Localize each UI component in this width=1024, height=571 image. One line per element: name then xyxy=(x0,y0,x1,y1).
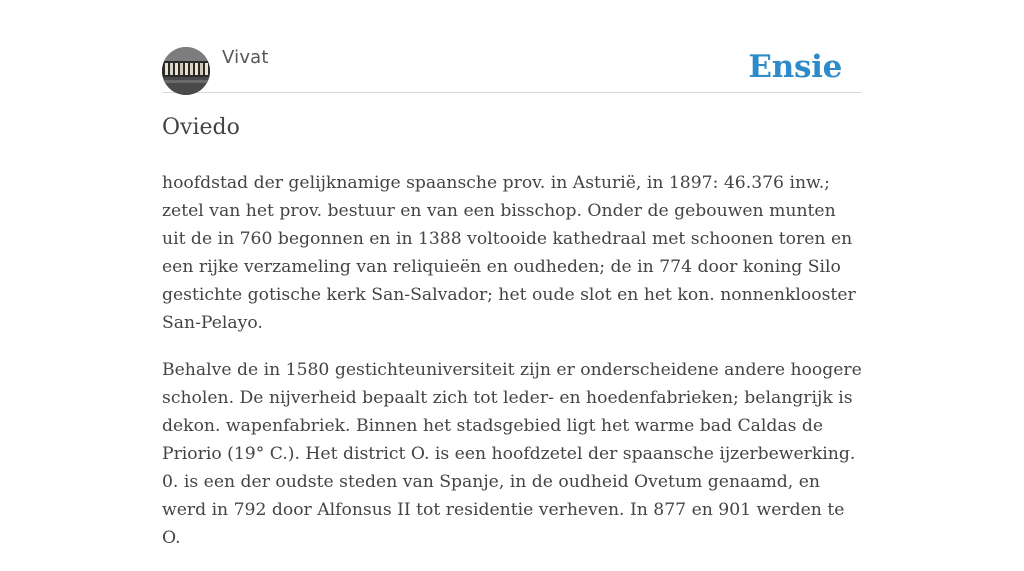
ensie-logo[interactable]: Ensie xyxy=(748,49,842,85)
author-avatar[interactable] xyxy=(162,47,210,95)
article-page xyxy=(162,0,862,548)
header xyxy=(162,46,862,93)
typewriter-keys-avatar-icon xyxy=(162,47,210,95)
author-name[interactable]: Vivat xyxy=(222,47,269,68)
paragraph-2: Behalve de in 1580 gestichteuniversiteit zijn er onderscheidene andere hoogere scholen. De nijverheid bepaalt zich tot leder- en hoedenfabrieken; belangrijk is dekon. wapenfabriek. Binnen het stadsgebied ligt het warme bad Caldas de Priorio (19° C.). Het district O. is een hoofdzetel der spaansche ijzerbewerking. 0. is een der oudste steden van Spanje, in de oudheid Ovetum genaamd, en werd in 792 door Alfonsus II tot residentie verheven. In 877 en 901 werden te O. xyxy=(162,360,862,548)
article-title: Oviedo xyxy=(162,115,240,140)
article-body xyxy=(162,169,862,571)
paragraph-1: hoofdstad der gelijknamige spaansche prov. in Asturië, in 1897: 46.376 inw.; zetel van het prov. bestuur en van een bisschop. Onder de gebouwen munten uit de in 760 begonnen en in 1388 voltooide kathedraal met schoonen toren en een rijke verzameling van reliquieën en oudheden; de in 774 door koning Silo gestichte gotische kerk San-Salvador; het oude slot en het kon. nonnenklooster San-Pelayo. xyxy=(162,173,856,333)
